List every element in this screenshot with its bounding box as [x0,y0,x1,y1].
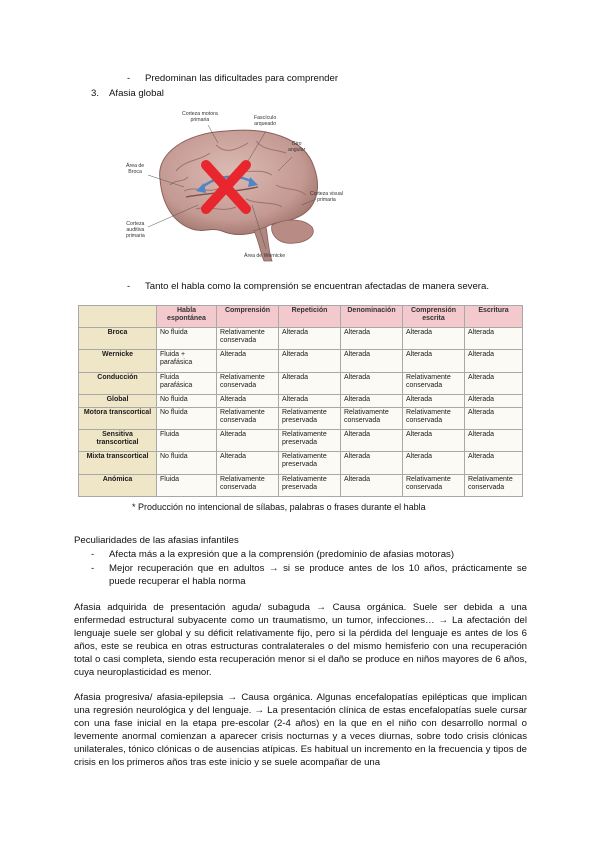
table-cell: Relativamente preservada [279,474,341,496]
table-cell: Alterada [217,394,279,407]
section-title: Peculiaridades de las afasias infantiles [74,535,239,546]
table-cell: Alterada [341,394,403,407]
table-cell: Alterada [217,430,279,452]
bullet-dash: - [91,563,95,574]
table-cell: Alterada [341,474,403,496]
table-row-header: Sensitiva transcortical [79,430,157,452]
table-row-header: Global [79,394,157,407]
table-header-cell [79,306,157,328]
heading-global-aphasia: Afasia global [109,88,164,99]
table-cell: Relativamente conservada [403,407,465,429]
bullet-text-recovery: Mejor recuperación que en adultos → si se produce antes de los 10 años, prácticamente se puede recuperar el habla norma [109,563,527,587]
table-cell: Relativamente conservada [465,474,523,496]
table-cell: Alterada [217,452,279,474]
table-header-cell: Comprensión [217,306,279,328]
table-cell: Alterada [465,407,523,429]
table-header-cell: Comprensión escrita [403,306,465,328]
table-cell: Alterada [465,350,523,372]
table-row-header: Conducción [79,372,157,394]
table-row-header: Anómica [79,474,157,496]
label-visual-cortex: Corteza visual primaria [310,191,343,203]
table-cell: No fluida [157,452,217,474]
table-row [79,394,523,407]
bullet-text-global: Tanto el habla como la comprensión se encuentran afectadas de manera severa. [145,281,489,292]
table-cell: Relativamente preservada [279,430,341,452]
table-header-cell: Habla espontánea [157,306,217,328]
table-row [79,328,523,350]
table-cell: Relativamente conservada [341,407,403,429]
table-cell: Fluida + parafásica [157,350,217,372]
bullet-dash: - [91,549,95,560]
table-cell: Alterada [279,394,341,407]
paragraph-progressive-aphasia: Afasia progresiva/ afasia-epilepsia → Causa orgánica. Algunas encefalopatías epilépticas que implican una regresión neurológica y del lenguaje. → La presentación clínica de estas encefalopatías suele cursar con una fase inicial en la etapa pre-escolar (2-4 años) en la que en el niño con desarrollo normal o levemente anormal comienzan a aparecer crisis nocturnas y a veces diurnas, sobre todo crisis clónicas unilaterales, tónico clónicas o de ausencias atípicas. Es habitual un incremento en la frecuencia y tipos de crisis en los primeros años tras este inicio y se suele acompañar de una [74,692,527,768]
heading-number: 3. [91,88,100,99]
table-row [79,452,523,474]
aphasia-comparison-table [78,305,523,497]
bullet-text-expression: Afecta más a la expresión que a la comprensión (predominio de afasias motoras) [109,549,455,560]
label-auditory-cortex: Corteza auditiva primaria [126,221,145,239]
table-cell: Relativamente conservada [217,407,279,429]
table-cell: Relativamente conservada [217,328,279,350]
table-cell: Alterada [465,394,523,407]
table-cell: Relativamente conservada [403,372,465,394]
table-row-header: Mixta transcortical [79,452,157,474]
brain-illustration [126,109,358,267]
table-cell: Alterada [465,372,523,394]
table-row [79,474,523,496]
table-footnote: * Producción no intencional de sílabas, palabras o frases durante el habla [132,502,426,512]
table-cell: Alterada [217,350,279,372]
table-cell: Fluida [157,430,217,452]
table-cell: Alterada [403,394,465,407]
table-header-cell: Repetición [279,306,341,328]
table-cell: Alterada [341,430,403,452]
label-wernicke-area: Área de Wernicke [244,253,286,259]
table-cell: Alterada [403,430,465,452]
table-cell: Alterada [465,452,523,474]
bullet-text-comprehension: Predominan las dificultades para comprender [145,73,339,84]
table-cell: Alterada [279,372,341,394]
table-cell: Alterada [341,372,403,394]
table-cell: Relativamente preservada [279,407,341,429]
bullet-dash: - [127,73,131,84]
table-cell: Relativamente conservada [403,474,465,496]
table-cell: No fluida [157,394,217,407]
label-angular-gyrus: Giro angular [288,141,306,153]
table-row [79,407,523,429]
table-cell: Relativamente conservada [217,372,279,394]
table-cell: Alterada [341,452,403,474]
table-cell: Alterada [341,350,403,372]
table-cell: Alterada [341,328,403,350]
table-cell: Relativamente conservada [217,474,279,496]
table-row-header: Broca [79,328,157,350]
label-arcuate-fasciculus: Fascículo arqueado [254,115,277,127]
table-row [79,350,523,372]
table-cell: Alterada [403,350,465,372]
table-row [79,372,523,394]
table-header-row [79,306,523,328]
table-cell: Fluida parafásica [157,372,217,394]
table-row-header: Motora transcortical [79,407,157,429]
table-cell: Relativamente preservada [279,452,341,474]
bullet-dash: - [127,281,131,292]
table-cell: Alterada [465,328,523,350]
table-cell: No fluida [157,407,217,429]
table-cell: Fluida [157,474,217,496]
table-cell: Alterada [403,328,465,350]
table-row [79,430,523,452]
table-cell: Alterada [279,328,341,350]
table-row-header: Wernicke [79,350,157,372]
table-cell: Alterada [465,430,523,452]
paragraph-acquired-aphasia: Afasia adquirida de presentación aguda/ subaguda → Causa orgánica. Suele ser debida a una enfermedad estructural subyacente como un traumatismo, un tumor, infecciones… → La afectación del lenguaje suele ser global y su déficit relativamente fijo, pero si la pérdida del lenguaje es antes de los 6 años, este se reubica en otras estructuras contralaterales o del mismo hemisferio con una recuperación total o casi completa, siendo esta recuperación menor si el daño se produce en niños mayores de 6 años, cuya neuroplasticidad es menor. [74,602,527,678]
table-cell: Alterada [403,452,465,474]
table-header-cell: Denominación [341,306,403,328]
table-cell: Alterada [279,350,341,372]
table-header-cell: Escritura [465,306,523,328]
table-cell: No fluida [157,328,217,350]
brain-figure [126,109,358,267]
label-motor-cortex: Corteza motora primaria [182,111,218,123]
label-broca-area: Área de Broca [126,163,145,175]
